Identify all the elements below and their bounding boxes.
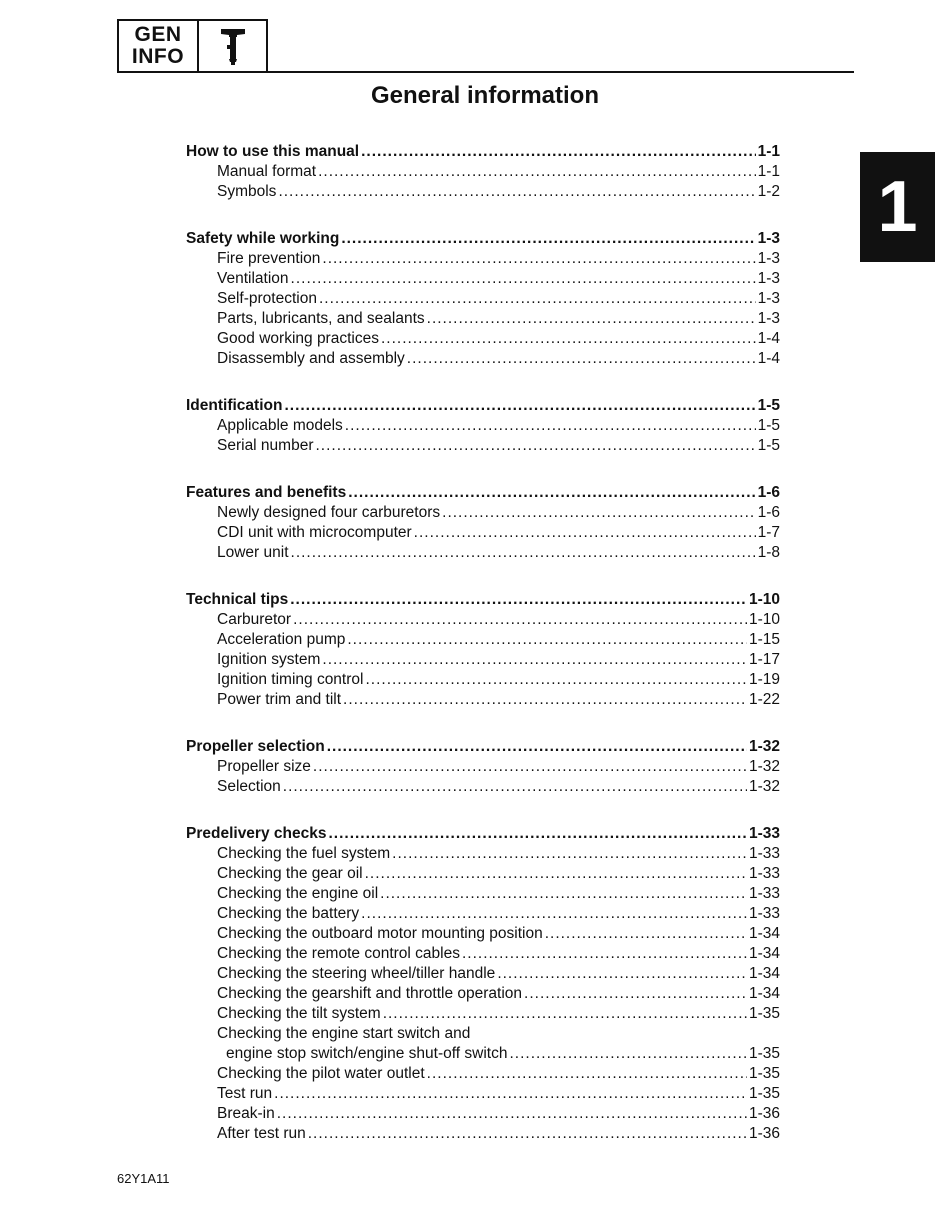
toc-entry[interactable] — [186, 610, 780, 630]
toc-page-number: 1-33 — [748, 825, 780, 842]
dot-leader — [343, 690, 747, 710]
header-rule — [268, 71, 854, 73]
dot-leader — [524, 984, 747, 1004]
dot-leader — [327, 737, 747, 757]
dot-leader — [509, 1044, 747, 1064]
toc-entry-label: Fire prevention — [217, 250, 321, 267]
toc-entry-label: Power trim and tilt — [217, 691, 342, 708]
toc-page-number: 1-6 — [757, 504, 780, 521]
toc-page-number: 1-5 — [757, 417, 780, 434]
toc-entry-label: Features and benefits — [186, 484, 347, 501]
toc-section — [186, 590, 780, 710]
toc-page-number: 1-35 — [748, 1005, 780, 1022]
toc-section — [186, 737, 780, 797]
toc-page-number: 1-33 — [748, 845, 780, 862]
gen-text: GEN — [134, 23, 182, 46]
toc-entry-label: Checking the remote control cables — [217, 945, 460, 962]
toc-page-number: 1-1 — [757, 163, 780, 180]
toc-page-number: 1-34 — [748, 965, 780, 982]
toc-entry[interactable] — [186, 964, 780, 984]
dot-leader — [322, 650, 747, 670]
dot-leader — [442, 503, 755, 523]
dot-leader — [347, 630, 747, 650]
toc-entry-label: Identification — [186, 397, 283, 414]
toc-entry-label: Ventilation — [217, 270, 289, 287]
gen-info-label — [119, 21, 199, 71]
toc-entry[interactable] — [186, 1004, 780, 1024]
toc-entry-label: Carburetor — [217, 611, 292, 628]
toc-page-number: 1-36 — [748, 1105, 780, 1122]
toc-entry[interactable] — [186, 162, 780, 182]
dot-leader — [383, 1004, 747, 1024]
toc-page-number: 1-33 — [748, 885, 780, 902]
toc-entry[interactable] — [186, 757, 780, 777]
toc-entry[interactable] — [186, 777, 780, 797]
toc-entry-label: Test run — [217, 1085, 273, 1102]
toc-entry[interactable] — [186, 630, 780, 650]
toc-entry-label: Predelivery checks — [186, 825, 327, 842]
dot-leader — [392, 844, 747, 864]
toc-section — [186, 483, 780, 563]
toc-entry-label: Checking the gear oil — [217, 865, 363, 882]
toc-page-number: 1-5 — [757, 437, 780, 454]
dot-leader — [278, 182, 755, 202]
toc-entry-label: Selection — [217, 778, 281, 795]
dot-leader — [284, 396, 755, 416]
footer-code: 62Y1A11 — [117, 1171, 170, 1186]
toc-entry[interactable] — [186, 1084, 780, 1104]
toc-page-number: 1-33 — [748, 905, 780, 922]
toc-entry-label: CDI unit with microcomputer — [217, 524, 412, 541]
toc-entry-label: After test run — [217, 1125, 306, 1142]
toc-entry-label: Checking the steering wheel/tiller handle — [217, 965, 496, 982]
dot-leader — [497, 964, 747, 984]
toc-entry[interactable] — [186, 269, 780, 289]
toc-entry[interactable] — [186, 349, 780, 369]
toc-entry-label: How to use this manual — [186, 143, 360, 160]
dot-leader — [313, 757, 747, 777]
toc-page-number: 1-3 — [757, 230, 780, 247]
toc-section-heading[interactable] — [186, 142, 780, 162]
toc-entry[interactable] — [186, 984, 780, 1004]
toc-entry[interactable] — [186, 864, 780, 884]
toc-section-heading[interactable] — [186, 483, 780, 503]
toc-entry[interactable] — [186, 670, 780, 690]
toc-entry-label: Serial number — [217, 437, 314, 454]
dot-leader — [414, 523, 756, 543]
toc-entry-label: Checking the outboard motor mounting position — [217, 925, 543, 942]
table-of-contents — [186, 142, 780, 1171]
dot-leader — [427, 1064, 747, 1084]
toc-entry[interactable] — [186, 249, 780, 269]
toc-section-heading[interactable] — [186, 737, 780, 757]
toc-page-number: 1-17 — [748, 651, 780, 668]
toc-page-number: 1-1 — [757, 143, 780, 160]
dot-leader — [365, 670, 747, 690]
toc-page-number: 1-5 — [757, 397, 780, 414]
toc-entry[interactable] — [186, 884, 780, 904]
toc-page-number: 1-10 — [748, 591, 780, 608]
dot-leader — [283, 777, 747, 797]
toc-entry-label: Manual format — [217, 163, 317, 180]
toc-entry[interactable] — [186, 1024, 780, 1044]
dot-leader — [545, 924, 747, 944]
toc-page-number: 1-3 — [757, 250, 780, 267]
toc-entry-label: Break-in — [217, 1105, 275, 1122]
toc-entry-label: Propeller size — [217, 758, 311, 775]
toc-entry-label: Disassembly and assembly — [217, 350, 405, 367]
toc-entry-label: Checking the tilt system — [217, 1005, 381, 1022]
toc-page-number: 1-34 — [748, 945, 780, 962]
toc-entry-label: Applicable models — [217, 417, 343, 434]
toc-entry-label: Parts, lubricants, and sealants — [217, 310, 425, 327]
toc-entry-label: Checking the gearshift and throttle operation — [217, 985, 523, 1002]
dot-leader — [291, 269, 756, 289]
toc-entry-label: Ignition timing control — [217, 671, 364, 688]
dot-leader — [274, 1084, 747, 1104]
toc-page-number: 1-32 — [748, 778, 780, 795]
dot-leader — [308, 1124, 747, 1144]
toc-entry-label: Safety while working — [186, 230, 340, 247]
toc-entry-label: Acceleration pump — [217, 631, 346, 648]
toc-entry[interactable] — [186, 289, 780, 309]
toc-section-heading[interactable] — [186, 396, 780, 416]
toc-page-number: 1-6 — [757, 484, 780, 501]
toc-page-number: 1-32 — [748, 758, 780, 775]
dot-leader — [328, 824, 747, 844]
toc-page-number: 1-4 — [757, 350, 780, 367]
toc-entry[interactable] — [186, 904, 780, 924]
dot-leader — [427, 309, 756, 329]
toc-page-number: 1-36 — [748, 1125, 780, 1142]
toc-entry[interactable] — [186, 944, 780, 964]
toc-entry[interactable] — [186, 329, 780, 349]
toc-page-number: 1-3 — [757, 310, 780, 327]
toc-entry[interactable] — [186, 523, 780, 543]
toc-page-number: 1-34 — [748, 985, 780, 1002]
toc-page-number: 1-3 — [757, 270, 780, 287]
outboard-motor-icon — [199, 21, 266, 71]
dot-leader — [462, 944, 747, 964]
toc-page-number: 1-2 — [757, 183, 780, 200]
toc-entry[interactable] — [186, 416, 780, 436]
toc-page-number: 1-35 — [748, 1085, 780, 1102]
toc-page-number: 1-22 — [748, 691, 780, 708]
dot-leader — [345, 416, 756, 436]
toc-section — [186, 229, 780, 369]
toc-entry[interactable] — [186, 1064, 780, 1084]
toc-entry[interactable] — [186, 309, 780, 329]
toc-entry-label: Technical tips — [186, 591, 289, 608]
toc-page-number: 1-34 — [748, 925, 780, 942]
toc-entry-label: Checking the engine start switch and — [217, 1025, 471, 1042]
dot-leader — [293, 610, 747, 630]
toc-page-number: 1-33 — [748, 865, 780, 882]
toc-entry-label: Lower unit — [217, 544, 289, 561]
dot-leader — [291, 543, 756, 563]
toc-entry-label: Checking the fuel system — [217, 845, 391, 862]
toc-page-number: 1-35 — [748, 1045, 780, 1062]
toc-page-number: 1-7 — [757, 524, 780, 541]
toc-entry[interactable] — [186, 844, 780, 864]
dot-leader — [348, 483, 755, 503]
toc-entry[interactable] — [186, 1124, 780, 1144]
dot-leader — [318, 162, 756, 182]
toc-page-number: 1-15 — [748, 631, 780, 648]
dot-leader — [365, 864, 747, 884]
toc-entry[interactable] — [186, 436, 780, 456]
info-text: INFO — [131, 45, 185, 68]
toc-entry-label: Newly designed four carburetors — [217, 504, 441, 521]
toc-entry[interactable] — [186, 924, 780, 944]
dot-leader — [381, 329, 756, 349]
toc-entry-label: Checking the battery — [217, 905, 360, 922]
toc-entry-label: Checking the engine oil — [217, 885, 379, 902]
toc-section-heading[interactable] — [186, 229, 780, 249]
dot-leader — [380, 884, 747, 904]
toc-page-number: 1-19 — [748, 671, 780, 688]
toc-section-heading[interactable] — [186, 824, 780, 844]
toc-page-number: 1-32 — [748, 738, 780, 755]
toc-entry[interactable] — [186, 503, 780, 523]
toc-section — [186, 396, 780, 456]
toc-page-number: 1-35 — [748, 1065, 780, 1082]
page-title: General information — [370, 82, 600, 109]
toc-page-number: 1-8 — [757, 544, 780, 561]
toc-section — [186, 142, 780, 202]
toc-entry[interactable] — [186, 182, 780, 202]
toc-page-number: 1-10 — [748, 611, 780, 628]
toc-entry-label: Checking the pilot water outlet — [217, 1065, 425, 1082]
dot-leader — [361, 142, 755, 162]
dot-leader — [407, 349, 756, 369]
toc-entry-label: Symbols — [217, 183, 277, 200]
toc-page-number: 1-3 — [757, 290, 780, 307]
dot-leader — [277, 1104, 747, 1124]
toc-entry[interactable] — [186, 650, 780, 670]
dot-leader — [319, 289, 756, 309]
toc-entry-label: Good working practices — [217, 330, 379, 347]
dot-leader — [290, 590, 747, 610]
dot-leader — [322, 249, 755, 269]
toc-page-number: 1-4 — [757, 330, 780, 347]
toc-entry-label: Ignition system — [217, 651, 321, 668]
dot-leader — [361, 904, 747, 924]
section-header-box — [117, 19, 268, 73]
toc-entry-label: engine stop switch/engine shut-off switch — [226, 1045, 508, 1062]
toc-entry[interactable] — [186, 543, 780, 563]
toc-entry[interactable] — [186, 1104, 780, 1124]
toc-section-heading[interactable] — [186, 590, 780, 610]
toc-entry[interactable] — [186, 690, 780, 710]
dot-leader — [341, 229, 755, 249]
toc-entry-label: Self-protection — [217, 290, 317, 307]
toc-entry-label: Propeller selection — [186, 738, 325, 755]
toc-section — [186, 824, 780, 1144]
toc-entry-continuation[interactable] — [186, 1044, 780, 1064]
chapter-tab: 1 — [860, 152, 935, 262]
dot-leader — [316, 436, 756, 456]
